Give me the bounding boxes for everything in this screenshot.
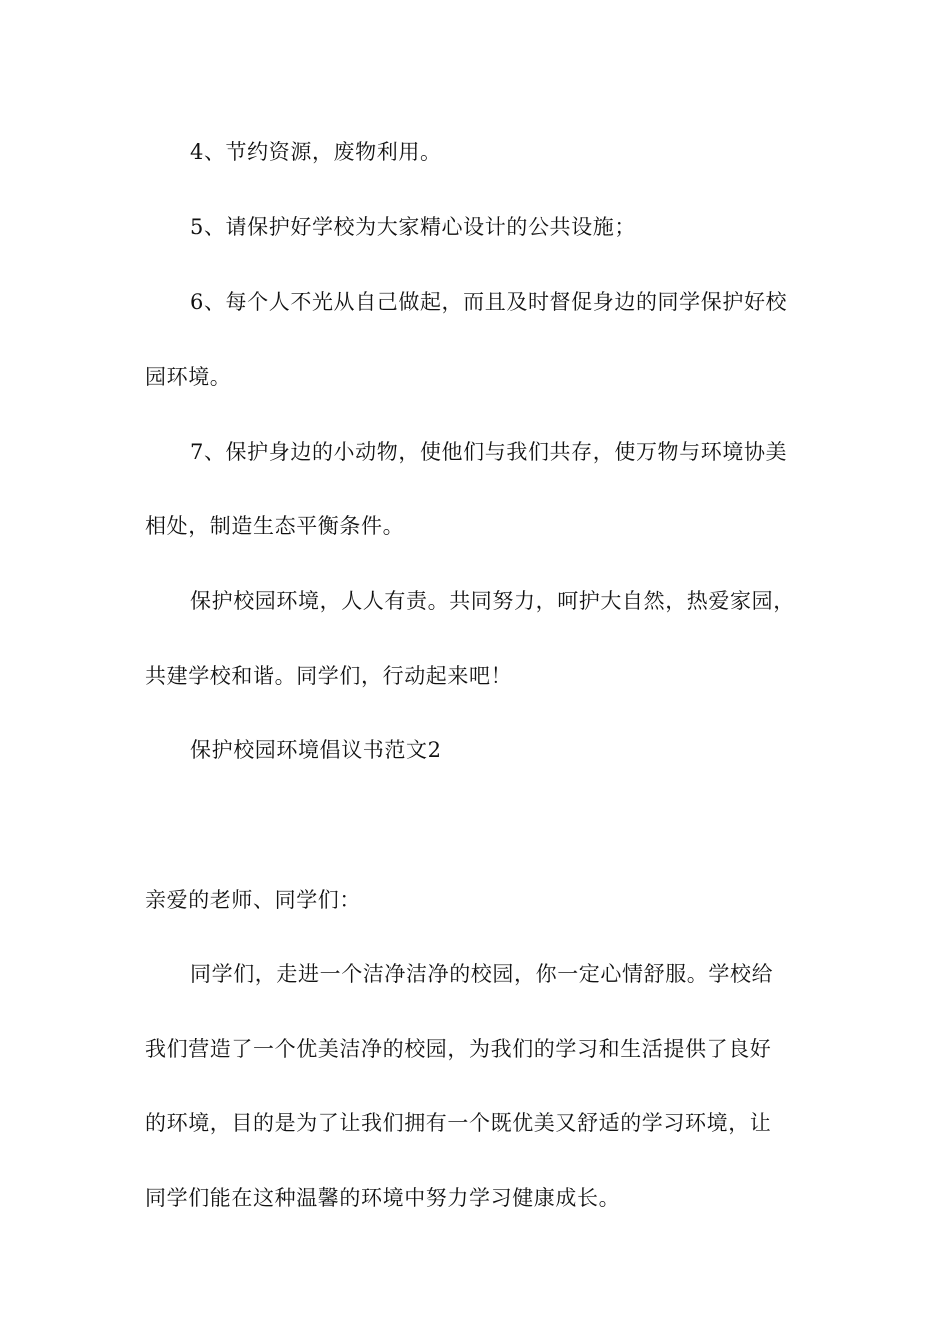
list-item-6-line-1: 6、每个人不光从自己做起，而且及时督促身边的同学保护好校 [190, 290, 788, 314]
list-item-6-line-2: 园环境。 [145, 365, 232, 389]
body-paragraph-line-3: 的环境，目的是为了让我们拥有一个既优美又舒适的学习环境，让 [145, 1111, 772, 1135]
list-item-5: 5、请保护好学校为大家精心设计的公共设施； [190, 215, 636, 239]
closing-paragraph-line-1: 保护校园环境，人人有责。共同努力，呵护大自然，热爱家园， [190, 589, 795, 613]
salutation: 亲爱的老师、同学们： [145, 888, 361, 912]
closing-paragraph-line-2: 共建学校和谐。同学们，行动起来吧！ [145, 664, 513, 688]
body-paragraph-line-1: 同学们，走进一个洁净洁净的校园，你一定心情舒服。学校给 [190, 962, 774, 986]
body-paragraph-line-4: 同学们能在这种温馨的环境中努力学习健康成长。 [145, 1186, 621, 1210]
list-item-7-line-1: 7、保护身边的小动物，使他们与我们共存，使万物与环境协美 [190, 440, 788, 464]
list-item-7-line-2: 相处，制造生态平衡条件。 [145, 514, 405, 538]
list-item-4: 4、节约资源，废物利用。 [190, 140, 442, 164]
body-paragraph-line-2: 我们营造了一个优美洁净的校园，为我们的学习和生活提供了良好 [145, 1037, 772, 1061]
section-title: 保护校园环境倡议书范文2 [190, 738, 442, 762]
